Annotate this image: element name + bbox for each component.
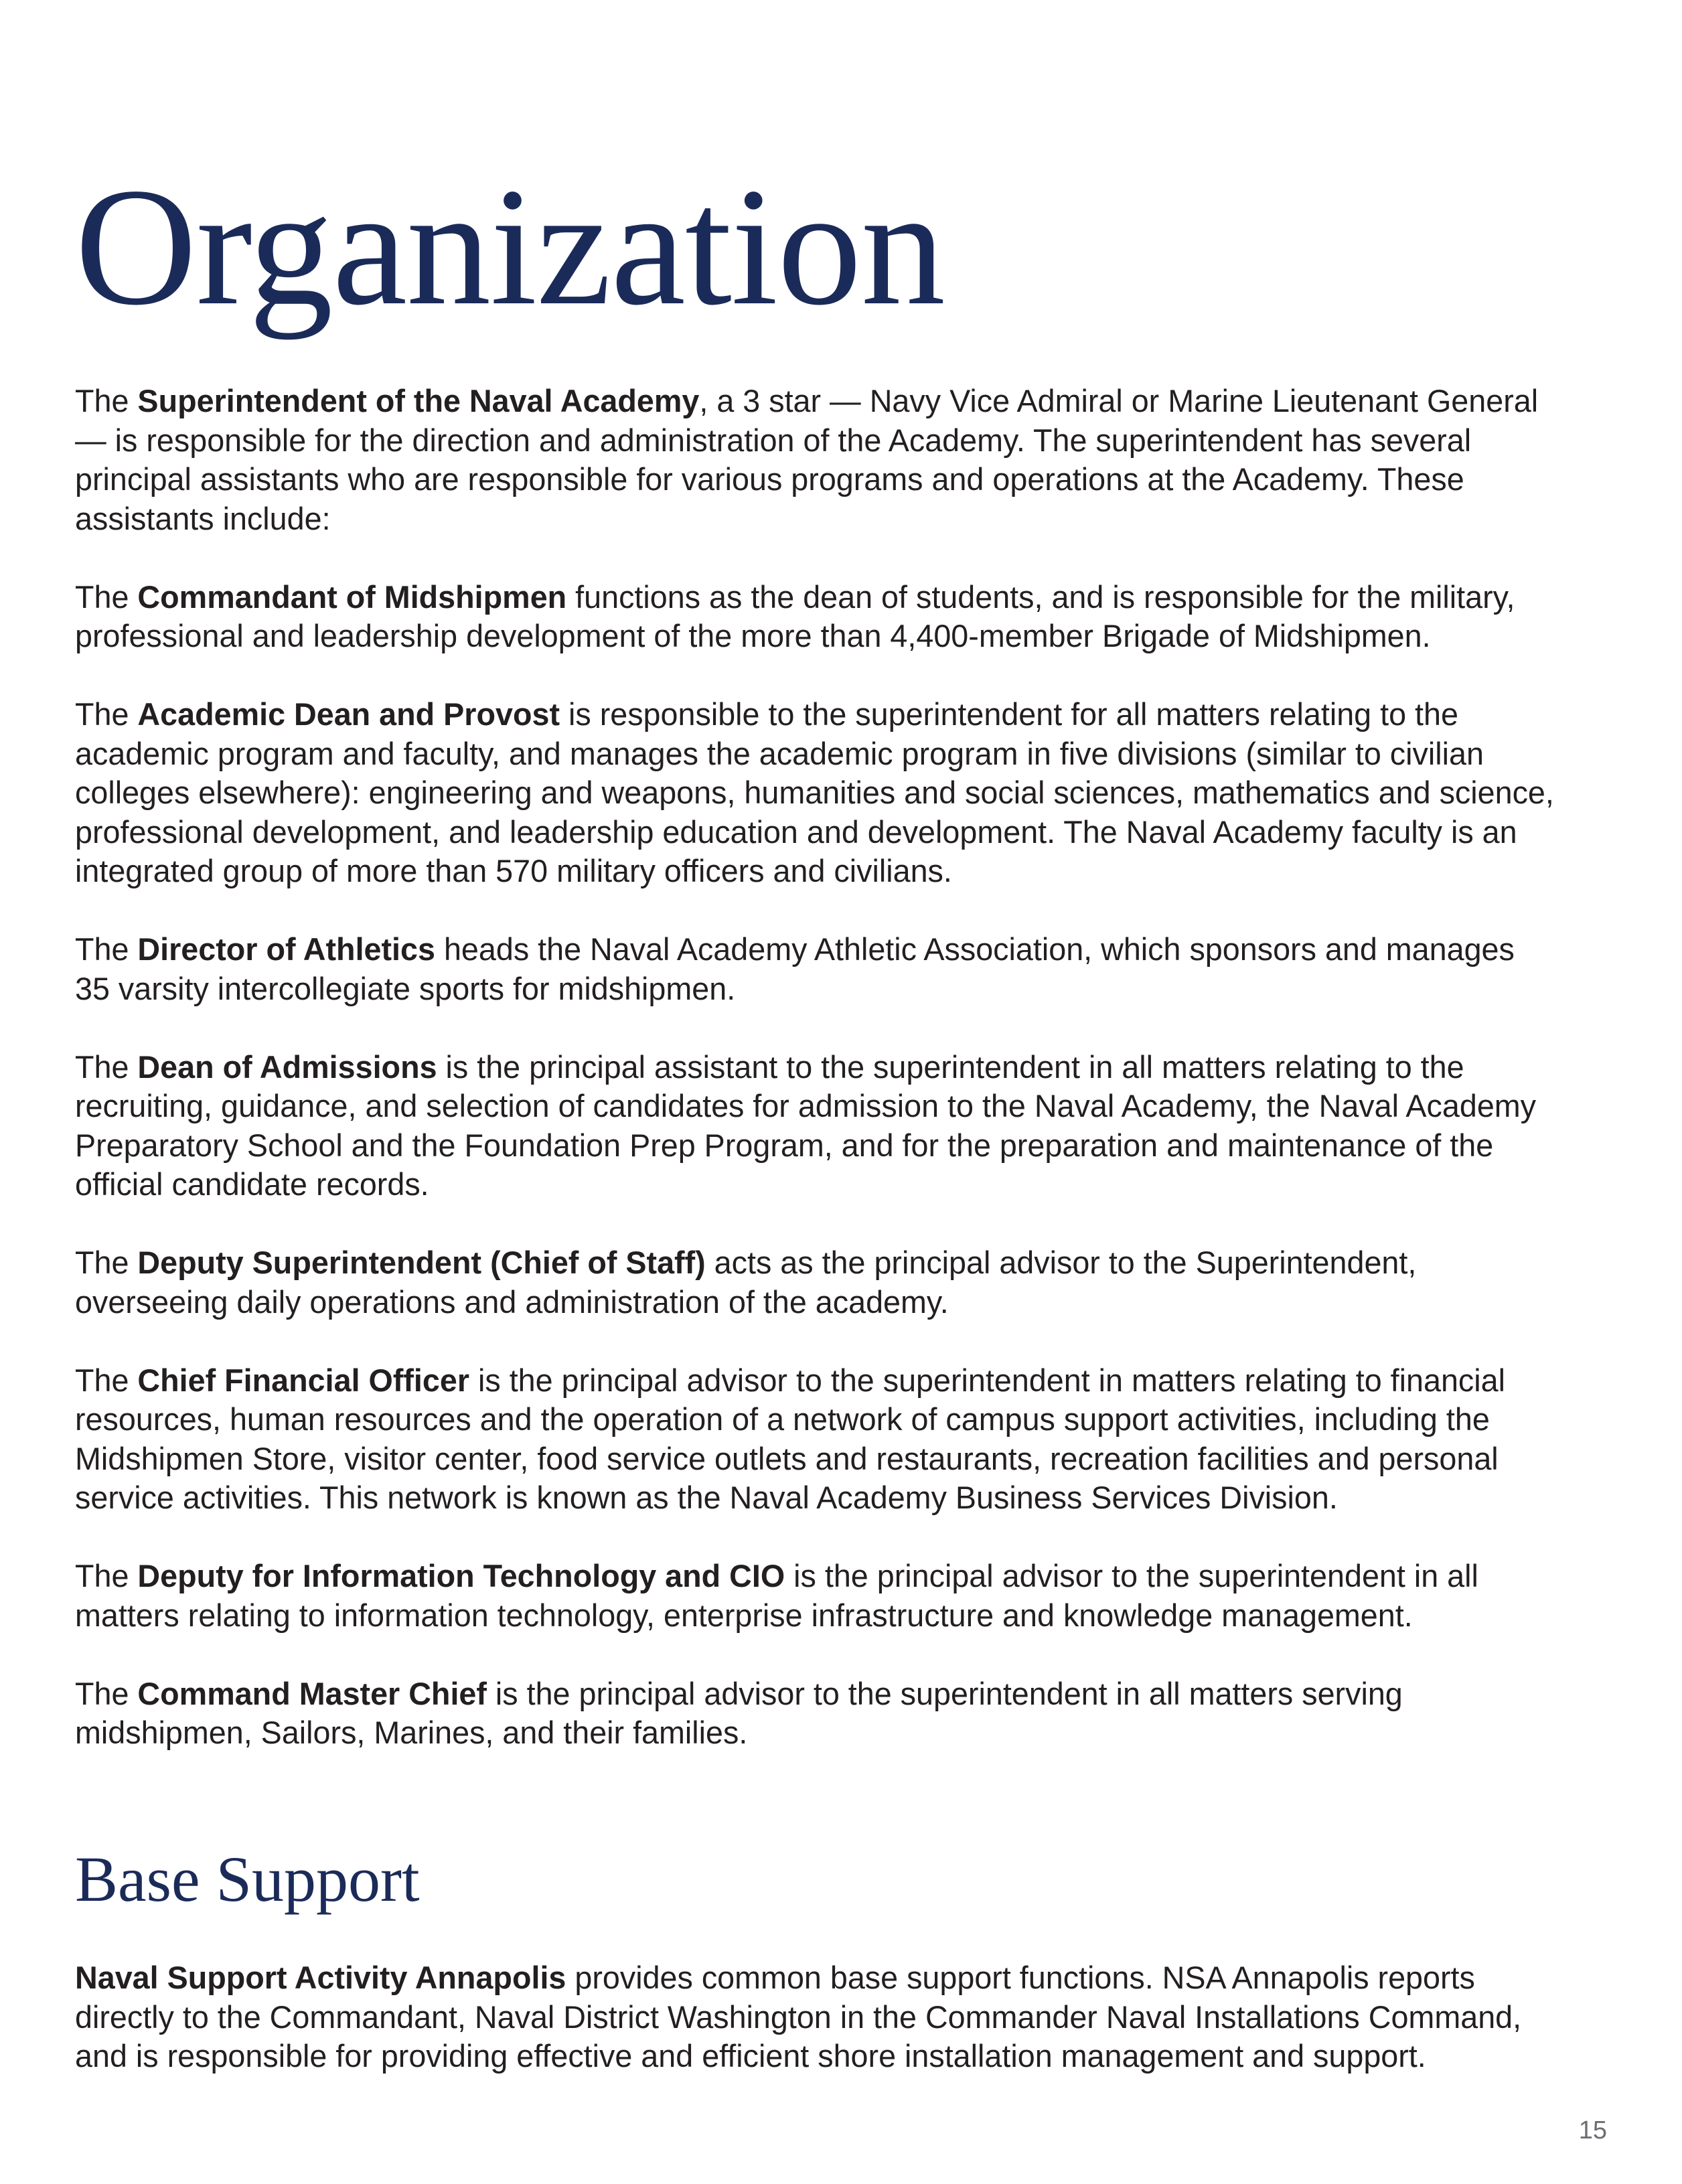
text-run: is the principal assistant to the superintendent in all matters relating to the	[437, 1048, 1464, 1085]
text-run: professional development, and leadership education and development. The Naval Academy faculty is an	[75, 813, 1517, 850]
paragraph-deputy-for-information-technology-and-cio	[75, 1557, 1615, 1635]
paragraph-deputy-superintendent-chief-of-staff	[75, 1243, 1615, 1322]
text-line	[75, 1713, 1605, 1753]
text-line	[75, 1243, 1605, 1283]
page-number: 15	[1578, 2116, 1607, 2144]
text-run: service activities. This network is known as the Naval Academy Business Services Division.	[75, 1480, 1338, 1515]
text-run: The	[75, 696, 138, 732]
text-run: academic program and faculty, and manages the academic program in five divisions (similar to civilian	[75, 735, 1484, 771]
paragraph-chief-financial-officer	[75, 1361, 1615, 1518]
text-run: midshipmen, Sailors, Marines, and their families.	[75, 1715, 748, 1750]
text-line	[75, 1478, 1605, 1518]
text-line	[75, 421, 1605, 461]
paragraph-command-master-chief	[75, 1674, 1615, 1753]
text-run: The	[75, 578, 138, 615]
role-title: Superintendent of the Naval Academy	[137, 383, 700, 418]
text-run: The	[75, 383, 138, 418]
text-line	[75, 460, 1605, 499]
text-line	[75, 617, 1605, 656]
text-run: Preparatory School and the Foundation Prep Program, and for the preparation and maintenance of the	[75, 1127, 1494, 1163]
text-line	[75, 695, 1605, 734]
role-title: Chief Financial Officer	[137, 1362, 470, 1398]
text-run: — is responsible for the direction and administration of the Academy. The superintendent has several	[75, 422, 1472, 458]
role-title: Academic Dean and Provost	[137, 696, 560, 732]
role-title: Dean of Admissions	[137, 1048, 437, 1085]
text-run: is responsible to the superintendent for all matters relating to the	[560, 696, 1458, 732]
text-run: , a 3 star — Navy Vice Admiral or Marine Lieutenant General	[699, 383, 1539, 418]
text-run: matters relating to information technology, enterprise infrastructure and knowledge management.	[75, 1597, 1413, 1633]
text-run: heads the Naval Academy Athletic Association, which sponsors and manages	[435, 931, 1515, 967]
organization-section	[75, 382, 1615, 1792]
text-run: is the principal advisor to the superintendent in all	[785, 1558, 1478, 1593]
text-line	[75, 1126, 1605, 1166]
text-line	[75, 1596, 1605, 1636]
text-line	[75, 1998, 1605, 2037]
text-run: The	[75, 931, 138, 967]
text-line	[75, 1439, 1605, 1479]
text-line	[75, 1674, 1605, 1714]
text-line	[75, 1361, 1605, 1401]
text-line	[75, 734, 1605, 774]
role-title: Director of Athletics	[137, 931, 435, 967]
text-line	[75, 1557, 1605, 1596]
text-run: and is responsible for providing effective and efficient shore installation management and support.	[75, 2038, 1426, 2074]
text-line	[75, 773, 1605, 813]
text-run: official candidate records.	[75, 1166, 429, 1202]
page-title: Organization	[75, 153, 945, 340]
text-run: The	[75, 1675, 138, 1711]
text-run: recruiting, guidance, and selection of candidates for admission to the Naval Academy, the Naval Academy	[75, 1088, 1537, 1123]
text-run: directly to the Commandant, Naval District Washington in the Commander Naval Installations Command,	[75, 1999, 1522, 2035]
text-run: is the principal advisor to the superintendent in matters relating to financial	[469, 1362, 1505, 1398]
base-support-section	[75, 1958, 1615, 2115]
text-line	[75, 2037, 1605, 2076]
text-line	[75, 969, 1605, 1009]
text-run: The	[75, 1362, 138, 1398]
role-title: Deputy for Information Technology and CIO	[137, 1558, 785, 1593]
text-run: acts as the principal advisor to the Superintendent,	[705, 1245, 1417, 1280]
paragraph-dean-of-admissions	[75, 1048, 1615, 1204]
text-run: professional and leadership development of the more than 4,400-member Brigade of Midshipmen.	[75, 618, 1431, 653]
text-run: resources, human resources and the operation of a network of campus support activities, including the	[75, 1401, 1490, 1437]
section-heading-base-support: Base Support	[75, 1843, 420, 1915]
text-line	[75, 1048, 1605, 1087]
text-run: Midshipmen Store, visitor center, food service outlets and restaurants, recreation facilities and personal	[75, 1440, 1499, 1476]
paragraph-director-of-athletics	[75, 930, 1615, 1008]
paragraph-academic-dean-and-provost	[75, 695, 1615, 891]
text-line	[75, 1958, 1605, 1998]
text-run: 35 varsity intercollegiate sports for midshipmen.	[75, 970, 736, 1006]
text-run: functions as the dean of students, and is responsible for the military,	[566, 578, 1515, 615]
text-line	[75, 813, 1605, 852]
paragraph-commandant-of-midshipmen	[75, 578, 1615, 656]
role-title: Command Master Chief	[137, 1675, 487, 1711]
text-line	[75, 852, 1605, 891]
role-title: Commandant of Midshipmen	[137, 578, 567, 615]
text-run: overseeing daily operations and administration of the academy.	[75, 1283, 949, 1320]
role-title: Deputy Superintendent (Chief of Staff)	[137, 1245, 706, 1280]
text-line	[75, 1087, 1605, 1126]
text-run: The	[75, 1048, 138, 1085]
text-run: The	[75, 1245, 138, 1280]
paragraph-naval-support-activity-annapolis	[75, 1958, 1615, 2076]
text-run: is the principal advisor to the superintendent in all matters serving	[486, 1675, 1403, 1711]
role-title: Naval Support Activity Annapolis	[75, 1960, 566, 1995]
text-line	[75, 1400, 1605, 1439]
text-run: integrated group of more than 570 military officers and civilians.	[75, 853, 952, 888]
text-line	[75, 1283, 1605, 1322]
text-run: principal assistants who are responsible for various programs and operations at the Academy. These	[75, 461, 1464, 497]
text-line	[75, 499, 1605, 539]
paragraph-superintendent-of-the-naval-academy	[75, 382, 1615, 538]
text-run: provides common base support functions. NSA Annapolis reports	[566, 1960, 1475, 1995]
text-run: assistants include:	[75, 500, 331, 536]
text-run: colleges elsewhere): engineering and weapons, humanities and social sciences, mathematics and science,	[75, 775, 1554, 810]
text-line	[75, 578, 1605, 617]
text-run: The	[75, 1558, 138, 1593]
text-line	[75, 930, 1605, 969]
text-line	[75, 1165, 1605, 1204]
text-line	[75, 382, 1605, 421]
